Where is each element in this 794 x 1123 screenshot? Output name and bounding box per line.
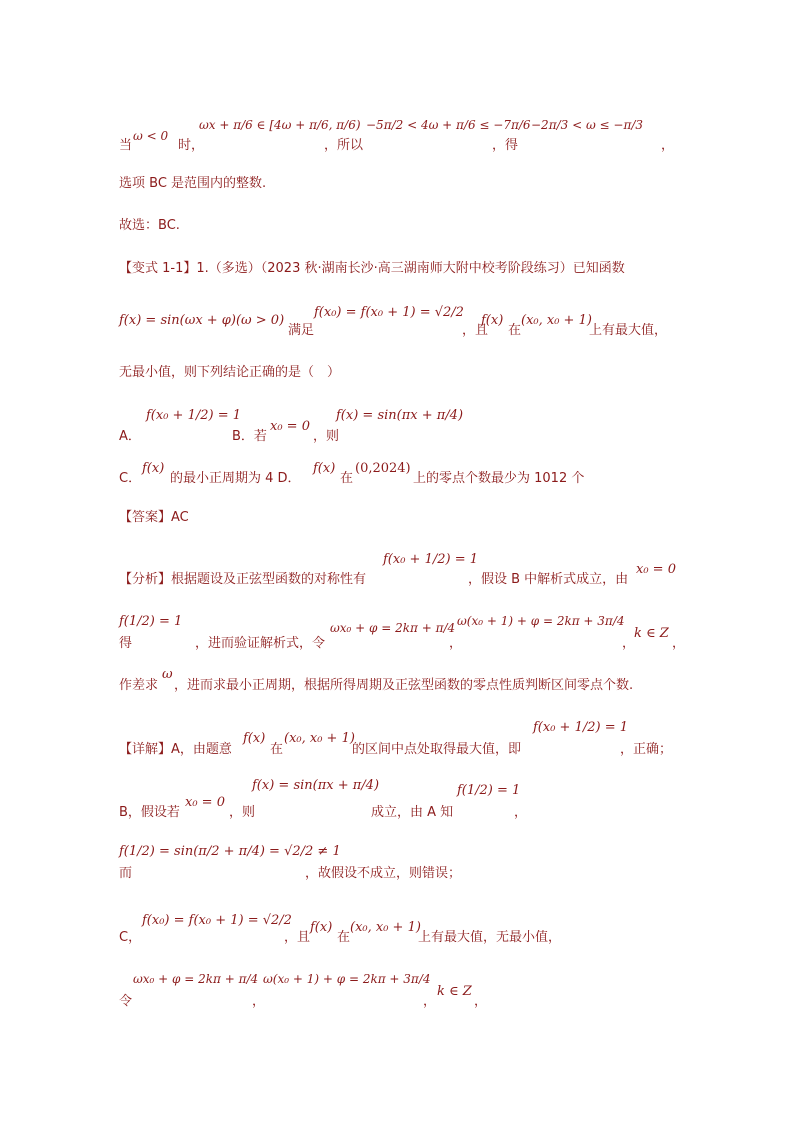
text: 的区间中点处取得最大值，即 [352,742,522,757]
math: f(x₀) = f(x₀ + 1) = √2/2 [314,305,464,320]
math: f(x₀) = f(x₀ + 1) = √2/2 [142,913,292,928]
math: f(x) [142,461,165,476]
math: −5π/2 < 4ω + π/6 ≤ −7π/6 [366,118,531,132]
line-4: 【变式 1-1】1.（多选）（2023 秋·湖南长沙·高三湖南师大附中校考阶段练习）已知函数 [119,261,625,276]
text: 当 [119,138,133,153]
text: ， [423,994,437,1009]
text: 得 [119,636,133,651]
text: ， [514,805,528,820]
text: 而 [119,866,133,881]
text: 在 [340,471,354,486]
text: ，假设 B 中解析式成立，由 [468,572,629,587]
math: k ∈ Z [437,984,472,999]
text: 在 [337,930,351,945]
math: f(x) [243,731,266,746]
text: 时， [178,138,205,153]
text: 【详解】A，由题意 [119,742,232,757]
line-3: 故选：BC. [119,218,180,233]
math: x₀ = 0 [636,562,676,577]
text: ，正确； [620,742,673,757]
text: ，进而求最小正周期，根据所得周期及正弦型函数的零点性质判断区间零点个数. [174,678,634,693]
math: ω(x₀ + 1) + φ = 2kπ + 3π/4 [263,972,431,986]
text: ，得 [492,138,519,153]
option-c-label: C． [119,471,142,486]
math: −2π/3 < ω ≤ −π/3 [531,118,644,132]
math: ω(x₀ + 1) + φ = 2kπ + 3π/4 [457,614,625,628]
text: ， [672,636,686,651]
math: f(x) [313,461,336,476]
text: 作差求 [119,678,159,693]
answer-line: 【答案】AC [119,510,189,525]
text: 上有最大值，无最小值， [418,930,562,945]
text: 上的零点个数最少为 1012 个 [413,471,585,486]
math: ωx₀ + φ = 2kπ + π/4 [133,972,259,986]
text: ， [252,994,266,1009]
math: x₀ = 0 [270,419,310,434]
math: f(x₀ + 1/2) = 1 [533,720,629,735]
math: (x₀, x₀ + 1) [284,731,355,746]
line-2: 选项 BC 是范围内的整数. [119,176,267,191]
text: 在 [270,742,284,757]
text: 在 [508,323,522,338]
math: ωx₀ + φ = 2kπ + π/4 [330,621,456,635]
text: ， [661,138,675,153]
math: f(x) = sin(ωx + φ)(ω > 0) [119,313,285,328]
math: f(x₀ + 1/2) = 1 [383,552,479,567]
option-b-label: B．若 [232,429,267,444]
math: x₀ = 0 [185,795,225,810]
text: ，则 [229,805,256,820]
math: k ∈ Z [634,626,669,641]
math: f(1/2) = 1 [119,614,183,629]
text: 令 [119,994,133,1009]
text: ， [622,636,636,651]
math: f(x) = sin(πx + π/4) [336,408,464,423]
line-6: 无最小值，则下列结论正确的是（ ） [119,365,341,380]
math: f(x₀ + 1/2) = 1 [146,408,242,423]
math: ω < 0 [133,129,169,143]
math: f(1/2) = 1 [457,783,521,798]
text: 上有最大值， [589,323,668,338]
math: (x₀, x₀ + 1) [350,920,421,935]
text: ，则 [313,429,340,444]
text: ，且 [462,323,489,338]
text: B，假设若 [119,805,180,820]
text: 满足 [288,323,315,338]
text: ， [449,636,463,651]
math: ω [162,667,173,682]
math: f(1/2) = sin(π/2 + π/4) = √2/2 ≠ 1 [119,844,341,859]
text: ， [474,994,488,1009]
text: 的最小正周期为 4 D． [170,471,301,486]
math: (0,2024) [355,461,411,476]
text: 【分析】根据题设及正弦型函数的对称性有 [119,572,367,587]
text: ，且 [284,930,311,945]
option-a-label: A． [119,429,141,444]
math: f(x) = sin(πx + π/4) [252,778,380,793]
math: f(x) [310,920,333,935]
text: ，故假设不成立，则错误； [305,866,462,881]
math: ωx + π/6 ∈ [4ω + π/6, π/6) [199,118,361,132]
text: C， [119,930,142,945]
text: 成立，由 A 知 [371,805,454,820]
math: f(x) [481,313,504,328]
math: (x₀, x₀ + 1) [521,313,592,328]
text: ，所以 [324,138,364,153]
text: ，进而验证解析式，令 [195,636,326,651]
